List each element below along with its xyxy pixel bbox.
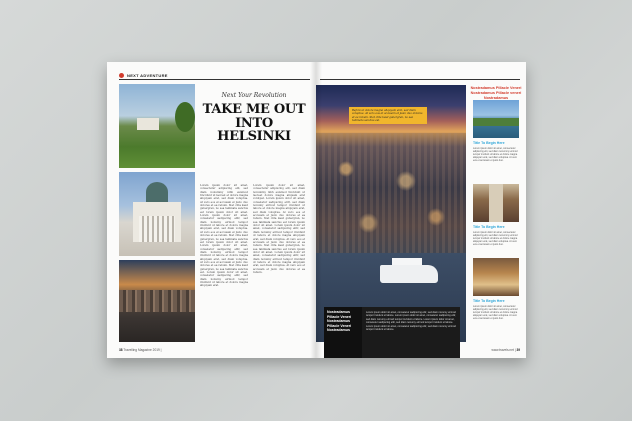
photo-city-dusk bbox=[119, 260, 195, 342]
left-page bbox=[107, 62, 316, 358]
hero-photo-harbor bbox=[316, 85, 466, 342]
body-column-1: Lorem ipsum dolor sit amet, consectetur adipiscing elit, sed diam nonummy nibh euismod tincidunt ut laoreet et dolore magna aliquyam erat, sed diam voluptua. At vero eos et accusam et justo duo dolores et ea rebum. Stet clita kasd gubergren, no sea takimata sanctus est lorem ipsum dolor sit amet. Lorem ipsum dolor sit amet, consetetur sadipscing elitr, sed diam nonumy eirmod tempor invidunt ut labore et dolore magna aliquyam erat, sed diam voluptua. At vero eos et accusam et justo duo dolores et ea rebum. Stet clita kasd gubergren, no sea takimata sanctus est lorem ipsum dolor sit amet. Lorem ipsum dolor sit amet, consetetur sadipscing elitr, sed diam nonumy eirmod tempor invidunt ut labore et dolore magna aliquyam erat, sed diam voluptua. At vero eos et accusam et justo duo dolores et ea rebum. Stet clita kasd gubergren, no sea takimata sanctus est. Lorem ipsum dolor sit amet, consetetur sadipscing elitr, sed diam nonumy eirmod tempor invidunt ut labore et dolore magna aliquyam erat. bbox=[200, 184, 248, 288]
left-page-number: 38 bbox=[119, 348, 123, 352]
info-box-text: Lorem ipsum dolor sit amet, consetetur sadipscing elitr, sed diam nonumy eirmod tempor invidunt ut labore. Lorem ipsum dolor sit amet, consetetur sadipscing elitr, sed diam nonumy eirmod tempor invidunt ut labore. Lorem ipsum dolor sit amet, consetetur sadipscing elitr, sed diam nonumy eirmod tempor invidunt ut labore. Lorem ipsum dolor sit amet, consetetur sadipscing elitr, sed diam nonumy eirmod tempor invidunt ut labore. bbox=[366, 311, 456, 332]
sidebar-photo-3 bbox=[473, 258, 519, 296]
right-folio-url: www.travels.net | bbox=[491, 348, 517, 352]
photo-cathedral bbox=[119, 172, 195, 256]
sidebar-text-1: Lorem ipsum dolor sit amet, consectetur adipiscing elit, sed diam nonummy eirmod tempor invidunt ut labore et dolore magna aliquyam erat, sed diam voluptua. At vero eos et accusam et justo duo. bbox=[473, 147, 518, 163]
right-top-rule bbox=[320, 79, 520, 80]
left-folio bbox=[119, 348, 161, 352]
info-box bbox=[324, 307, 460, 358]
top-rule bbox=[119, 79, 310, 80]
section-dot-icon bbox=[119, 73, 124, 78]
sidebar-heading-1: Title To Begin Here bbox=[473, 141, 505, 145]
right-folio bbox=[492, 348, 520, 352]
body-column-2: Lorem ipsum dolor sit amet, consectetur adipiscing elit, sed diam nonummy nibh euismod tincidunt ut laoreet dolore magna aliquam erat volutpat. Lorem ipsum dolor sit amet, consetetur sadipscing elitr, sed diam nonumy eirmod tempor invidunt ut labore et dolore magna aliquyam erat, sed diam voluptua. At vero eos et accusam et justo duo dolores et ea rebum. Stet clita kasd gubergren, no sea takimata sanctus est lorem ipsum dolor sit amet. Lorem ipsum dolor sit amet, consetetur sadipscing elitr, sed diam nonumy eirmod tempor invidunt ut labore et dolore magna aliquyam erat, sed diam voluptua. At vero eos et accusam et justo duo dolores et ea rebum. Stet clita kasd gubergren, no sea takimata sanctus est lorem ipsum dolor sit amet. Lorem ipsum dolor sit amet, consetetur sadipscing elitr, sed diam nonumy eirmod tempor invidunt ut labore et dolore magna aliquyam erat, sed diam voluptua. At vero eos et accusam et justo duo dolores et ea rebum. bbox=[253, 184, 305, 274]
kicker: Next Your Revolution bbox=[221, 92, 287, 99]
magazine-spread bbox=[107, 62, 526, 358]
callout-box: Before ut dolore magna aliquyam erat, sed diam voluptua. At vero eos et accusam et justo duo dolores et ea rebum. Stet clita kasd gubergren, no sea takimata sanctus est. bbox=[349, 107, 427, 124]
right-page bbox=[316, 62, 526, 358]
sidebar-heading-2: Title To Begin Here bbox=[473, 225, 505, 229]
section-label: NEXT ADVENTURE bbox=[127, 73, 168, 78]
sidebar-title: Nostradamus Pillacle Veneri Nostradamus Pillacle veneri Nostradamus bbox=[470, 86, 522, 100]
right-page-number: 39 bbox=[516, 348, 520, 352]
section-tag bbox=[119, 73, 168, 78]
sidebar-heading-3: Title To Begin Here bbox=[473, 299, 505, 303]
headline: TAKE ME OUT INTO HELSINKI bbox=[202, 102, 306, 144]
sidebar-photo-2 bbox=[473, 184, 519, 222]
photo-park-church bbox=[119, 84, 195, 168]
sidebar-text-2: Lorem ipsum dolor sit amet, consectetur adipiscing elit, sed diam nonummy eirmod tempor invidunt ut labore et dolore magna aliquyam erat, sed diam voluptua. At vero eos et accusam et justo duo. bbox=[473, 231, 518, 247]
info-box-title: Nostradamus Pillacle Veneri Nostradamus Pillacle Veneri Nostradamus bbox=[324, 307, 362, 358]
sidebar-text-3: Lorem ipsum dolor sit amet, consectetur adipiscing elit, sed diam nonummy eirmod tempor invidunt ut labore et dolore magna aliquyam erat, sed diam voluptua. At vero eos et accusam et justo duo. bbox=[473, 305, 518, 321]
sidebar-photo-1 bbox=[473, 100, 519, 138]
left-folio-label: Travelling Magazine 2019 | bbox=[123, 348, 162, 352]
